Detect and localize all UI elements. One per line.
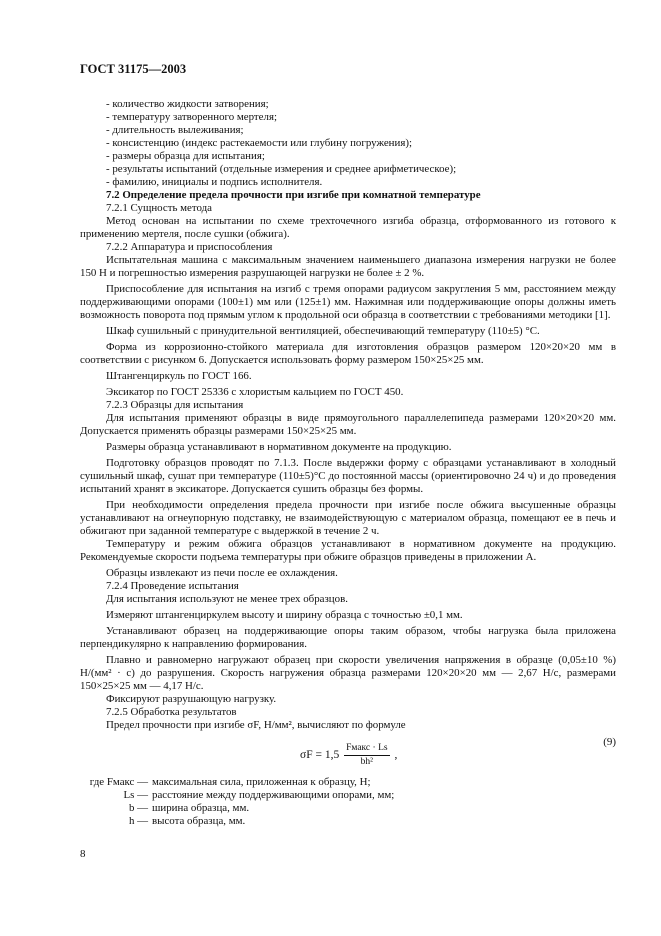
paragraph: Плавно и равномерно нагружают образец при скорости увеличения напряжения в образце (0,05±10 %) Н/(мм² · с) до разрушения. Скорость нагружения образца размерами 120×20×20 мм — 2,67 Н/с, размерами 150×25×25 мм — 4,17 Н/с. (80, 654, 616, 692)
legend-symbol: h — (128, 815, 148, 827)
formula-fraction (344, 742, 389, 769)
paragraph: Для испытания применяют образцы в виде прямоугольного параллелепипеда размерами 120×20×20 мм. Допускается применять образцы размерами 150×25×25 мм. (80, 412, 616, 437)
subsection-heading: 7.2.1 Сущность метода (106, 202, 213, 214)
paragraph: Температуру и режим обжига образцов устанавливают в нормативном документе на продукцию. Рекомендуемые скорости подъема температуры при обжиге образцов приведены в приложении А. (80, 538, 616, 563)
paragraph: Размеры образца устанавливают в нормативном документе на продукцию. (106, 441, 452, 453)
formula-9 (80, 736, 616, 770)
legend-description: максимальная сила, приложенная к образцу, Н; (152, 776, 371, 788)
paragraph: При необходимости определения предела прочности при изгибе после обжига высушенные образцы устанавливают на огнеупорную подставку, не взаимодействующую с материалом образца, помещают ее в печь и обжигают при заданной температуре с выдержкой в течение 2 ч. (80, 499, 616, 537)
paragraph: Измеряют штангенциркулем высоту и ширину образца с точностью ±0,1 мм. (106, 609, 463, 621)
legend-row (80, 802, 616, 815)
list-item: - результаты испытаний (отдельные измерения и среднее арифметическое); (106, 163, 457, 175)
section-title: 7.2 Определение предела прочности при изгибе при комнатной температуре (106, 189, 481, 201)
list-item: - количество жидкости затворения; (106, 98, 269, 110)
legend-description: расстояние между поддерживающими опорами, мм; (152, 789, 395, 801)
list-item: - консистенцию (индекс растекаемости или глубину погружения); (106, 137, 412, 149)
paragraph: Шкаф сушильный с принудительной вентиляцией, обеспечивающий температуру (110±5) °С. (106, 325, 540, 337)
paragraph: Образцы извлекают из печи после ее охлаждения. (106, 567, 338, 579)
paragraph: Устанавливают образец на поддерживающие опоры таким образом, чтобы нагрузка была приложена перпендикулярно к направлению формирования. (80, 625, 616, 650)
list-item: - фамилию, инициалы и подпись исполнителя. (106, 176, 323, 188)
page-number: 8 (80, 848, 86, 860)
paragraph: Испытательная машина с максимальным значением наименьшего диапазона измерения нагрузки не более 150 Н и погрешностью измерения разрушающей нагрузки не более ± 2 %. (80, 254, 616, 279)
list-item: - длительность вылеживания; (106, 124, 244, 136)
formula-coefficient: 1,5 (324, 749, 340, 762)
formula-legend (80, 776, 616, 828)
paragraph: Предел прочности при изгибе σF, Н/мм², вычисляют по формуле (106, 719, 406, 731)
subsection-heading: 7.2.4 Проведение испытания (106, 580, 239, 592)
subsection-heading: 7.2.2 Аппаратура и приспособления (106, 241, 273, 253)
paragraph: Для испытания используют не менее трех образцов. (106, 593, 348, 605)
subsection-heading: 7.2.3 Образцы для испытания (106, 399, 244, 411)
legend-row (80, 776, 616, 789)
paragraph: Фиксируют разрушающую нагрузку. (106, 693, 277, 705)
formula-denominator: bh² (360, 757, 374, 767)
legend-symbol: Ls — (123, 789, 148, 801)
legend-row (80, 815, 616, 828)
body-text (80, 98, 616, 828)
formula-expression (300, 742, 397, 769)
subsection-heading: 7.2.5 Обработка результатов (106, 706, 237, 718)
formula-lhs: σF (300, 749, 313, 762)
page-header: ГОСТ 31175—2003 (80, 62, 187, 76)
formula-tail: , (394, 749, 398, 762)
formula-numerator: Fмакс · Ls (344, 742, 389, 756)
paragraph: Форма из коррозионно-стойкого материала для изготовления образцов размером 120×20×20 мм в соответствии с рисунком 6. Допускается использовать форму размером 150×25×25 мм. (80, 341, 616, 366)
legend-symbol: где Fмакс — (89, 776, 148, 788)
list-item: - температуру затворенного мертеля; (106, 111, 277, 123)
legend-symbol: b — (128, 802, 148, 814)
paragraph: Эксикатор по ГОСТ 25336 с хлористым кальцием по ГОСТ 450. (106, 386, 404, 398)
paragraph: Метод основан на испытании по схеме трехточечного изгиба образца, отформованного из готового к применению мертеля, после сушки (обжига). (80, 215, 616, 240)
paragraph: Приспособление для испытания на изгиб с тремя опорами радиусом закругления 5 мм, расстоянием между поддерживающими опорами (100±1) мм или (125±1) мм. Нажимная или поддерживающие опоры должны иметь возможность поворота под прямым углом к продольной оси образца в соответствии с требованиями методики [1]. (80, 283, 616, 321)
legend-description: высота образца, мм. (152, 815, 246, 827)
formula-number: (9) (603, 736, 616, 748)
paragraph: Штангенциркуль по ГОСТ 166. (106, 370, 252, 382)
formula-equals: = (315, 749, 322, 762)
list-item: - размеры образца для испытания; (106, 150, 265, 162)
legend-row (80, 789, 616, 802)
legend-description: ширина образца, мм. (152, 802, 250, 814)
paragraph: Подготовку образцов проводят по 7.1.3. После выдержки форму с образцами устанавливают в холодный сушильный шкаф, сушат при температуре (110±5)°С до постоянной массы (ориентировочно 24 ч) и до проведения испытаний хранят в эксикаторе. Допускается сушить образцы без формы. (80, 457, 616, 495)
